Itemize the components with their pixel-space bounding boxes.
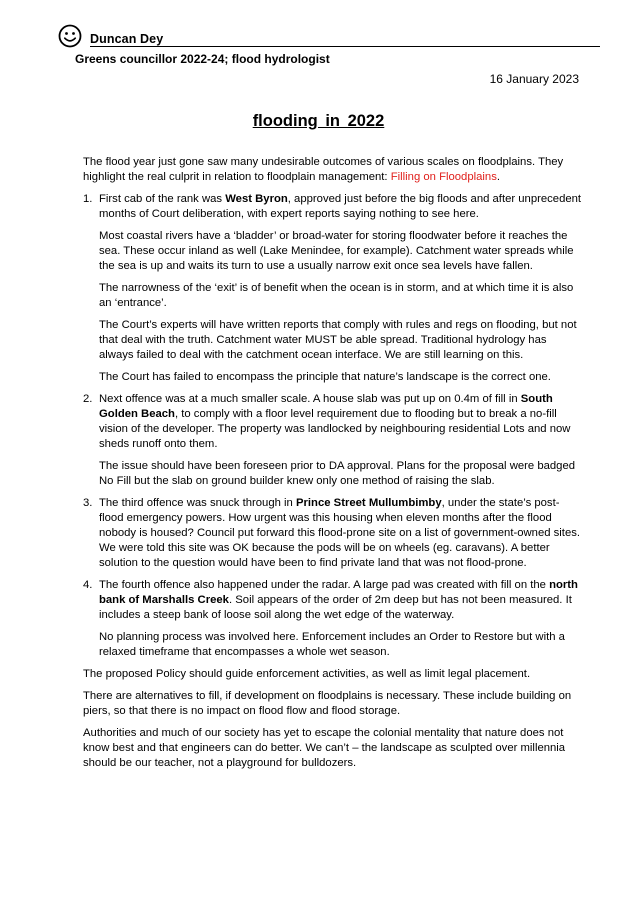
list-item-paragraph: The narrowness of the ‘exit’ is of benefit when the ocean is in storm, and at which time it is also an ‘entrance’.	[99, 282, 574, 309]
list-item-lead: The fourth offence also happened under the radar. A large pad was created with fill on the north bank of Marshalls Creek. Soil appears of the order of 2m deep but has not been measured. It includes a steep bank of loose soil along the wet edge of the waterway.	[99, 579, 578, 621]
list-item-paragraph: No planning process was involved here. Enforcement includes an Order to Restore but with a relaxed timeframe that encompasses a whole wet season.	[99, 631, 565, 658]
place-name: West Byron	[225, 193, 288, 205]
smiley-face-icon	[58, 24, 82, 48]
place-name: north bank of Marshalls Creek	[99, 579, 578, 606]
list-item	[83, 392, 583, 489]
list-item-number: 1.	[83, 193, 93, 205]
closing-paragraph: Authorities and much of our society has yet to escape the colonial mentality that nature does not know best and that engineers can do better. We can’t – the landscape as sculpted over millennia should be our teacher, not a playground for bulldozers.	[83, 727, 566, 769]
list-item-lead: Next offence was at a much smaller scale. A house slab was put up on 0.4m of fill in South Golden Beach, to comply with a floor level requirement due to flooding but to break a no-fill vision of the developer. The property was landlocked by neighbouring residential Lots and now sheds runoff onto them.	[99, 393, 571, 450]
list-item-paragraph: The Court’s experts will have written reports that comply with rules and regs on flooding, but not that deal with the truth. Catchment water MUST be able spread. Traditional hydrology has always failed to deal with the catchment ocean interface. We are still learning on this.	[99, 319, 577, 361]
list-item-number: 2.	[83, 393, 93, 405]
list-item-number: 3.	[83, 497, 93, 509]
author-underline	[90, 46, 162, 47]
closing-paragraph: There are alternatives to fill, if development on floodplains is necessary. These include building on piers, so that there is no impact on flood flow and flood storage.	[83, 690, 572, 717]
closing-paragraph: The proposed Policy should guide enforcement activities, as well as limit legal placement.	[83, 668, 531, 680]
list-item-lead: The third offence was snuck through in Prince Street Mullumbimby, under the state’s post-flood emergency powers. How urgent was this housing when eleven months after the flood nobody is housed? Council put forward this flood-prone site on a list of government-owned sites. We were told this site was OK because the pods will be on wheels (eg. caravans). A better solution to the question would have been to find private land that was not flood-prone.	[99, 497, 581, 569]
list-item-number: 4.	[83, 579, 93, 591]
document-title: flooding in 2022	[252, 112, 385, 130]
list-item	[83, 496, 583, 571]
header-rule	[160, 46, 600, 47]
document-date: 16 January 2023	[489, 72, 579, 86]
place-name: Prince Street Mullumbimby	[295, 497, 442, 509]
list-item-paragraph: The Court has failed to encompass the principle that nature’s landscape is the correct one.	[99, 371, 551, 383]
list-item-paragraph: Most coastal rivers have a ‘bladder’ or broad-water for storing floodwater before it reaches the sea. These occur inland as well (Lake Menindee, for example). Catchment water spreads while the sea is up and waits its turn to use a usually narrow exit once sea levels have fallen.	[99, 230, 574, 272]
list-item-paragraph: The issue should have been foreseen prior to DA approval. Plans for the proposal were badged No Fill but the slab on ground builder knew only one method of raising the slab.	[99, 460, 576, 487]
intro-paragraph: The flood year just gone saw many undesirable outcomes of various scales on floodplains. They highlight the real culprit in relation to floodplain management: Filling on Floodplains.	[83, 156, 564, 183]
list-item	[83, 578, 583, 660]
author-role: Greens councillor 2022-24; flood hydrologist	[75, 52, 330, 66]
author-name: Duncan Dey	[90, 32, 164, 46]
place-name: South Golden Beach	[99, 393, 553, 420]
list-item-lead: First cab of the rank was West Byron, approved just before the big floods and after unprecedent months of Court deliberation, with expert reports saying nothing to see here.	[99, 193, 582, 220]
filling-on-floodplains-highlight: Filling on Floodplains	[390, 171, 497, 183]
document-body	[83, 155, 583, 778]
list-item	[83, 192, 583, 385]
